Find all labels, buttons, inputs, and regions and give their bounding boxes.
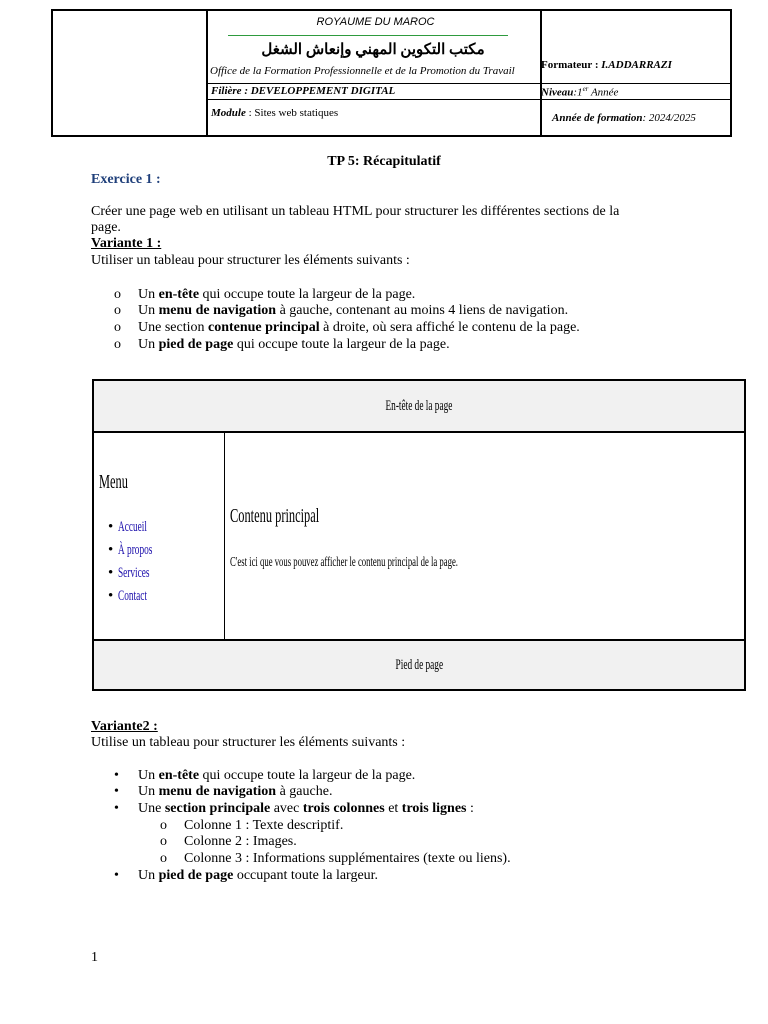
header-divider: [206, 99, 730, 100]
demo-menu-title: Menu: [99, 471, 128, 493]
demo-footer: Pied de page: [94, 639, 744, 689]
header-divider: [540, 11, 542, 135]
page-title: TP 5: Récapitulatif: [327, 154, 441, 169]
intro-text: Créer une page web en utilisant un tableau HTML pour structurer les différentes sections de la page.: [91, 204, 620, 235]
sub-list-item: o Colonne 2 : Images.: [160, 834, 297, 849]
demo-main-text: C'est ici que vous pouvez afficher le contenu principal de la page.: [230, 555, 458, 570]
demo-link-apropos[interactable]: • À propos: [108, 542, 173, 565]
document-header-table: [51, 9, 732, 137]
variant2-intro: Utilise un tableau pour structurer les éléments suivants :: [91, 735, 406, 750]
demo-main-title: Contenu principal: [230, 505, 320, 527]
demo-header: En-tête de la page: [94, 381, 744, 433]
layout-example-figure: [92, 379, 746, 691]
list-item: • Une section principale avec trois colonnes et trois lignes :: [114, 801, 474, 816]
page-number: 1: [91, 950, 98, 965]
header-divider: [206, 83, 730, 84]
sub-list-item: o Colonne 3 : Informations supplémentaires (texte ou liens).: [160, 851, 511, 866]
list-item: • Un en-tête qui occupe toute la largeur de la page.: [114, 768, 416, 783]
list-item: o Une section contenue principal à droite, où sera affiché le contenu de la page.: [114, 320, 580, 335]
filiere-field: Filière : DEVELOPPEMENT DIGITAL: [211, 85, 396, 97]
demo-nav-links: [108, 519, 173, 611]
demo-link-contact[interactable]: • Contact: [108, 588, 173, 611]
header-divider: [206, 11, 208, 135]
list-item: • Un pied de page occupant toute la largeur.: [114, 868, 379, 883]
niveau-field: Niveau:1er Année: [541, 85, 619, 99]
office-name: Office de la Formation Professionnelle et de la Promotion du Travail: [210, 65, 515, 77]
kingdom-label: ROYAUME DU MAROC: [316, 16, 435, 28]
arabic-institution-name: مكتب التكوين المهني وإنعاش الشغل: [261, 42, 485, 58]
variant2-heading: Variante2 :: [91, 719, 158, 734]
list-item: o Un menu de navigation à gauche, contenant au moins 4 liens de navigation.: [114, 303, 569, 318]
list-item: o Un en-tête qui occupe toute la largeur de la page.: [114, 287, 416, 302]
variant1-intro: Utiliser un tableau pour structurer les éléments suivants :: [91, 253, 410, 268]
list-item: o Un pied de page qui occupe toute la largeur de la page.: [114, 337, 450, 352]
exercise-heading: Exercice 1 :: [91, 172, 161, 187]
list-item: • Un menu de navigation à gauche.: [114, 784, 333, 799]
demo-link-accueil[interactable]: • Accueil: [108, 519, 173, 542]
demo-sidebar: [94, 433, 225, 639]
sub-list-item: o Colonne 1 : Texte descriptif.: [160, 818, 344, 833]
formateur-field: Formateur : I.ADDARRAZI: [541, 59, 672, 71]
variant1-heading: Variante 1 :: [91, 236, 162, 251]
annee-field: Année de formation: 2024/2025: [552, 112, 696, 124]
demo-link-services[interactable]: • Services: [108, 565, 173, 588]
green-rule: [228, 35, 508, 36]
module-field: Module : Sites web statiques: [211, 107, 339, 119]
